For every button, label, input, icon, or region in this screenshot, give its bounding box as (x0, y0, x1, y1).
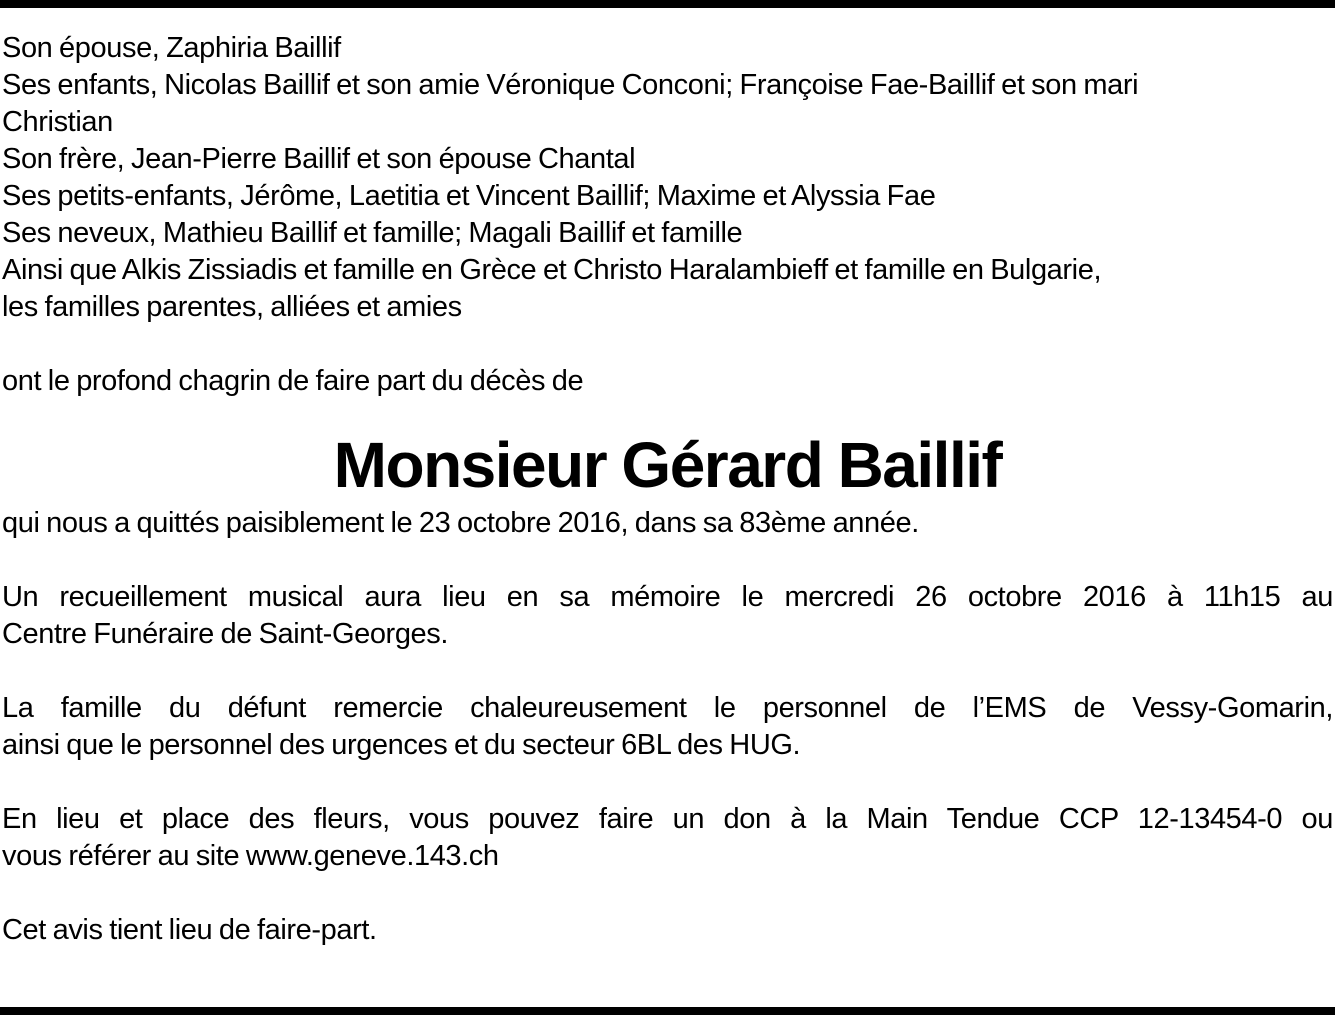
donation-line: En lieu et place des fleurs, vous pouvez faire un don à la Main Tendue CCP 12-13454-0 ou (2, 803, 1333, 835)
donation-line: vous référer au site www.geneve.143.ch (2, 840, 499, 872)
obituary-notice (2, 30, 1333, 949)
family-list (2, 30, 1333, 326)
passing-text: qui nous a quittés paisiblement le 23 octobre 2016, dans sa 83ème année. (2, 507, 919, 539)
family-line: Son épouse, Zaphiria Baillif (2, 32, 341, 64)
spacer (2, 875, 1333, 912)
family-line: Ainsi que Alkis Zissiadis et famille en Grèce et Christo Haralambieff et famille en Bulgarie, (2, 254, 1102, 286)
family-line: Ses petits-enfants, Jérôme, Laetitia et Vincent Baillif; Maxime et Alyssia Fae (2, 180, 936, 212)
announcement-text: ont le profond chagrin de faire part du décès de (2, 365, 584, 397)
ceremony-paragraph (2, 579, 1333, 653)
donation-paragraph (2, 801, 1333, 875)
spacer (2, 764, 1333, 801)
family-line: Ses neveux, Mathieu Baillif et famille; Magali Baillif et famille (2, 217, 743, 249)
bottom-rule (0, 1007, 1335, 1015)
ceremony-line: Un recueillement musical aura lieu en sa mémoire le mercredi 26 octobre 2016 à 11h15 au (2, 581, 1333, 613)
closing-text: Cet avis tient lieu de faire-part. (2, 914, 377, 946)
family-line: Son frère, Jean-Pierre Baillif et son épouse Chantal (2, 143, 636, 175)
spacer (2, 542, 1333, 579)
thanks-line: ainsi que le personnel des urgences et du secteur 6BL des HUG. (2, 729, 801, 761)
spacer (2, 326, 1333, 363)
deceased-name: Monsieur Gérard Baillif (333, 429, 1002, 501)
family-line: Christian (2, 106, 113, 138)
family-line: Ses enfants, Nicolas Baillif et son amie Véronique Conconi; Françoise Fae-Baillif et son mari (2, 69, 1139, 101)
thanks-line: La famille du défunt remercie chaleureusement le personnel de l’EMS de Vessy-Gomarin, (2, 692, 1333, 724)
ceremony-line: Centre Funéraire de Saint-Georges. (2, 618, 449, 650)
top-rule (0, 0, 1335, 8)
spacer (2, 653, 1333, 690)
thanks-paragraph (2, 690, 1333, 764)
family-line: les familles parentes, alliées et amies (2, 291, 462, 323)
